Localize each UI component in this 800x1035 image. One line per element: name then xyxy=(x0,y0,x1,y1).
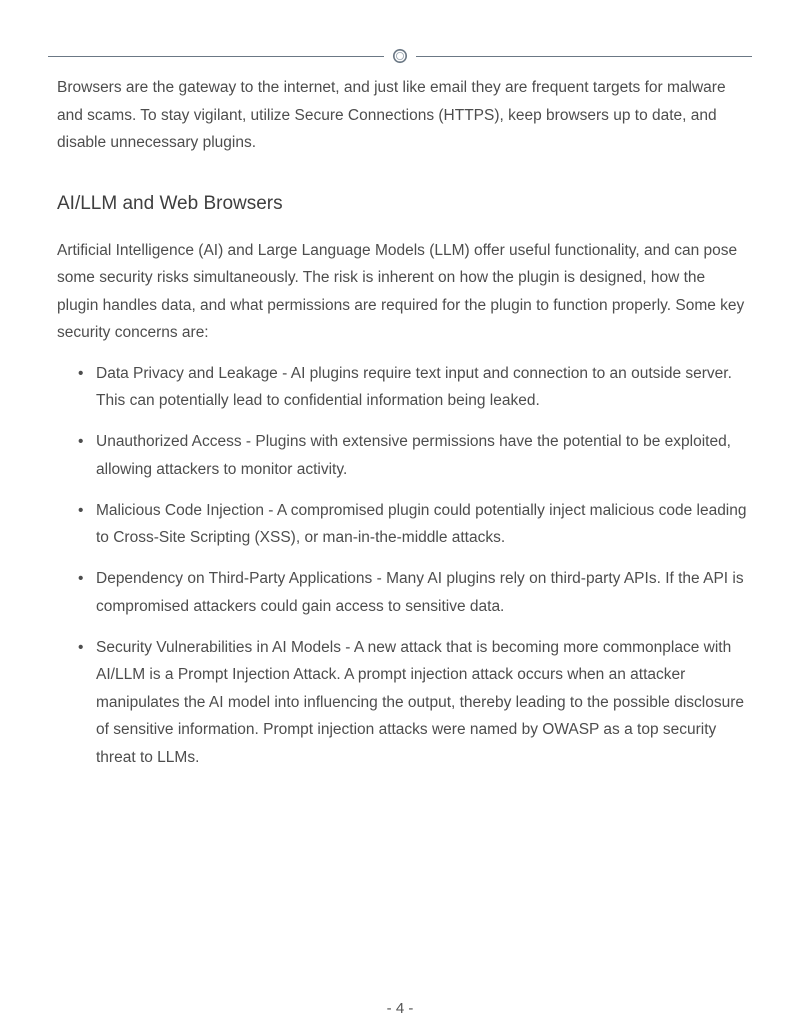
list-item-text: Malicious Code Injection - A compromised plugin could potentially inject malicious code leading to Cross-Site Scripting (XSS), or man-in-the-middle attacks. xyxy=(96,501,747,546)
list-item-text: Security Vulnerabilities in AI Models - A new attack that is becoming more commonplace with AI/LLM is a Prompt Injection Attack. A prompt injection attack occurs when an attacker manipulates the AI model into influencing the output, thereby leading to the possible disclosure of sensitive information. Prompt injection attacks were named by OWASP as a top security threat to LLMs. xyxy=(96,638,744,766)
list-item xyxy=(57,360,747,415)
page-content xyxy=(57,74,747,785)
list-item-text: Data Privacy and Leakage - AI plugins require text input and connection to an outside server. This can potentially lead to confidential information being leaked. xyxy=(96,364,732,409)
bullet-icon: • xyxy=(78,433,84,450)
list-item xyxy=(57,565,747,620)
header-rule xyxy=(48,44,752,68)
bullet-icon: • xyxy=(78,638,84,656)
list-item xyxy=(57,428,747,483)
ring-emblem-icon xyxy=(391,47,409,65)
list-item-text: Dependency on Third-Party Applications - Many AI plugins rely on third-party APIs. If the API is compromised attackers could gain access to sensitive data. xyxy=(96,570,744,615)
header-rule-left-line xyxy=(48,56,384,57)
list-item-text: Unauthorized Access - Plugins with extensive permissions have the potential to be exploited, allowing attackers to monitor activity. xyxy=(96,433,731,478)
security-concerns-list xyxy=(57,360,747,772)
bullet-icon: • xyxy=(78,364,84,382)
section-paragraph: Artificial Intelligence (AI) and Large Language Models (LLM) offer useful functionality, and can pose some security risks simultaneously. The risk is inherent on how the plugin is designed, how the plugin handles data, and what permissions are required for the plugin to function properly. Some key security concerns are: xyxy=(57,241,745,341)
page-number: - 4 - xyxy=(386,1000,414,1017)
list-item xyxy=(57,634,747,772)
header-rule-right-line xyxy=(416,56,752,57)
list-item xyxy=(57,497,747,552)
bullet-icon: • xyxy=(78,501,84,519)
intro-paragraph: Browsers are the gateway to the internet, and just like email they are frequent targets for malware and scams. To stay vigilant, utilize Secure Connections (HTTPS), keep browsers up to date, and disable unnecessary plugins. xyxy=(57,79,726,151)
section-heading: AI/LLM and Web Browsers xyxy=(57,192,283,214)
bullet-icon: • xyxy=(78,570,84,587)
